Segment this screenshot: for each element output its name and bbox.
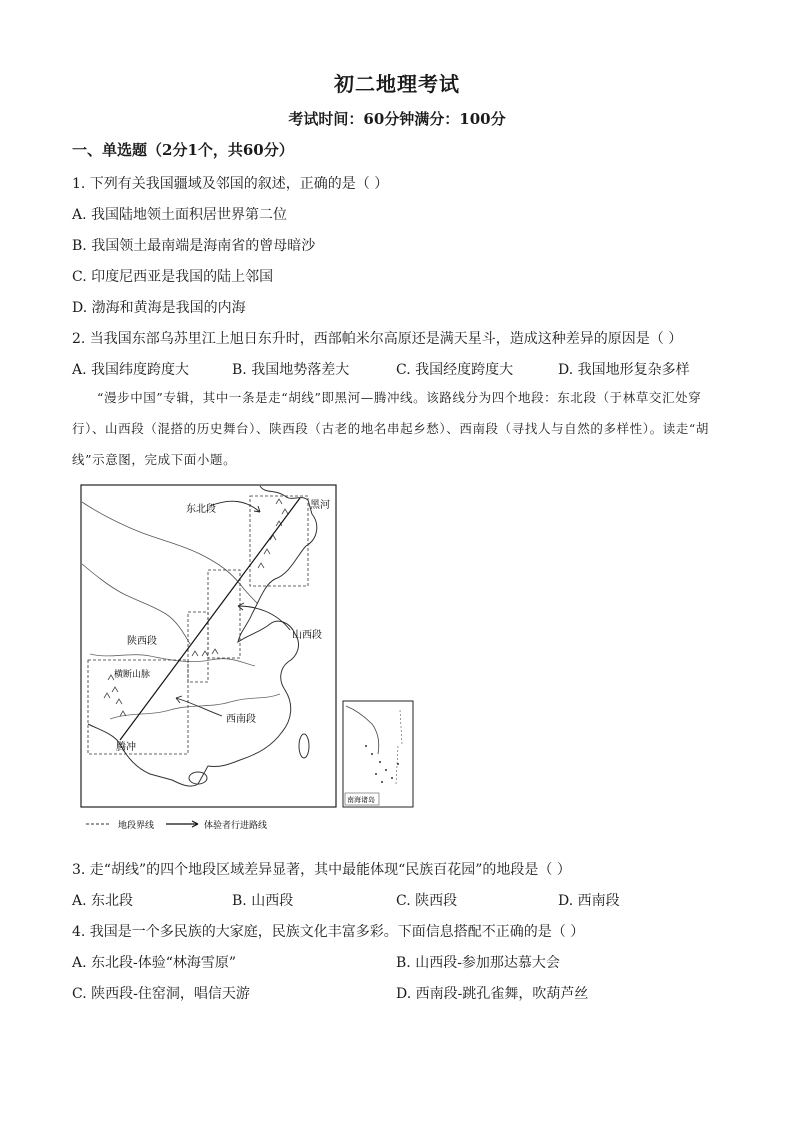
question-4-option-d: D. 西南段-跳孔雀舞，吹葫芦丝 <box>396 986 589 1002</box>
question-3-option-b: B. 山西段 <box>232 893 294 909</box>
hu-line-map <box>80 484 420 834</box>
question-1-option-a: A. 我国陆地领土面积居世界第二位 <box>72 207 288 223</box>
question-3-option-d: D. 西南段 <box>558 893 620 909</box>
mountain-symbols <box>104 499 288 716</box>
western-border-line <box>82 564 190 644</box>
question-3-option-c: C. 陕西段 <box>396 893 458 909</box>
exam-time-score: 考试时间：60分钟满分：100分 <box>288 110 506 128</box>
xinan-pointer-arrow <box>176 698 222 716</box>
label-nanhai: 南海诸岛 <box>347 796 375 804</box>
reading-passage: “漫步中国”专辑，其中一条是走“胡线”即黑河—腾冲线。该路线分为四个地段：东北段（于林草交汇处穿行）、山西段（混搭的历史舞台）、陕西段（古老的地名串起乡愁）、西南段（寻找人与自然的多样性）。读走“胡线”示意图，完成下面小题。 <box>72 390 709 467</box>
shanxi-section-box <box>208 570 240 658</box>
label-dongbei: 东北段 <box>186 504 216 515</box>
question-4-option-a: A. 东北段-体验“林海雪原” <box>72 955 237 971</box>
hainan-outline <box>189 772 207 784</box>
question-4-option-c: C. 陕西段-住窑洞，唱信天游 <box>72 986 250 1002</box>
question-3-option-a: A. 东北段 <box>72 893 134 909</box>
map-frame <box>81 485 336 807</box>
label-tengchong: 腾冲 <box>116 742 136 753</box>
label-shanxi: 山西段 <box>292 630 322 641</box>
question-4-stem: 4. 我国是一个多民族的大家庭，民族文化丰富多彩。下面信息搭配不正确的是（ ） <box>72 924 585 940</box>
exam-title: 初二地理考试 <box>334 72 460 96</box>
legend-boundary-label: 地段界线 <box>118 821 155 831</box>
northern-border-line <box>82 502 258 604</box>
label-hengduan: 横断山脉 <box>114 670 151 680</box>
taiwan-outline <box>299 734 309 758</box>
question-4-option-b: B. 山西段-参加那达慕大会 <box>396 955 560 971</box>
question-2-option-a: A. 我国纬度跨度大 <box>72 362 190 378</box>
question-2-stem: 2. 当我国东部乌苏里江上旭日东升时，西部帕米尔高原还是满天星斗，造成这种差异的原因是（ ） <box>72 331 683 347</box>
question-1-option-d: D. 渤海和黄海是我国的内海 <box>72 300 246 316</box>
label-heihe: 黑河 <box>310 500 330 511</box>
question-1-option-b: B. 我国领土最南端是海南省的曾母暗沙 <box>72 238 316 254</box>
section-heading-single-choice: 一、单选题（2分1个，共60分） <box>72 141 294 159</box>
label-xinan: 西南段 <box>226 714 256 725</box>
label-shaanxi: 陕西段 <box>127 636 157 647</box>
shaanxi-section-box <box>188 612 208 682</box>
question-2-option-b: B. 我国地势落差大 <box>232 362 350 378</box>
dongbei-pointer-arrow <box>210 501 260 512</box>
question-2-option-c: C. 我国经度跨度大 <box>396 362 514 378</box>
question-1-stem: 1. 下列有关我国疆域及邻国的叙述，正确的是（ ） <box>72 176 389 192</box>
question-3-stem: 3. 走“胡线”的四个地段区域差异显著，其中最能体现“民族百花园”的地段是（ ） <box>72 862 571 878</box>
question-2-option-d: D. 我国地形复杂多样 <box>558 362 690 378</box>
question-1-option-c: C. 印度尼西亚是我国的陆上邻国 <box>72 269 274 285</box>
legend-route-label: 体验者行进路线 <box>204 821 268 831</box>
